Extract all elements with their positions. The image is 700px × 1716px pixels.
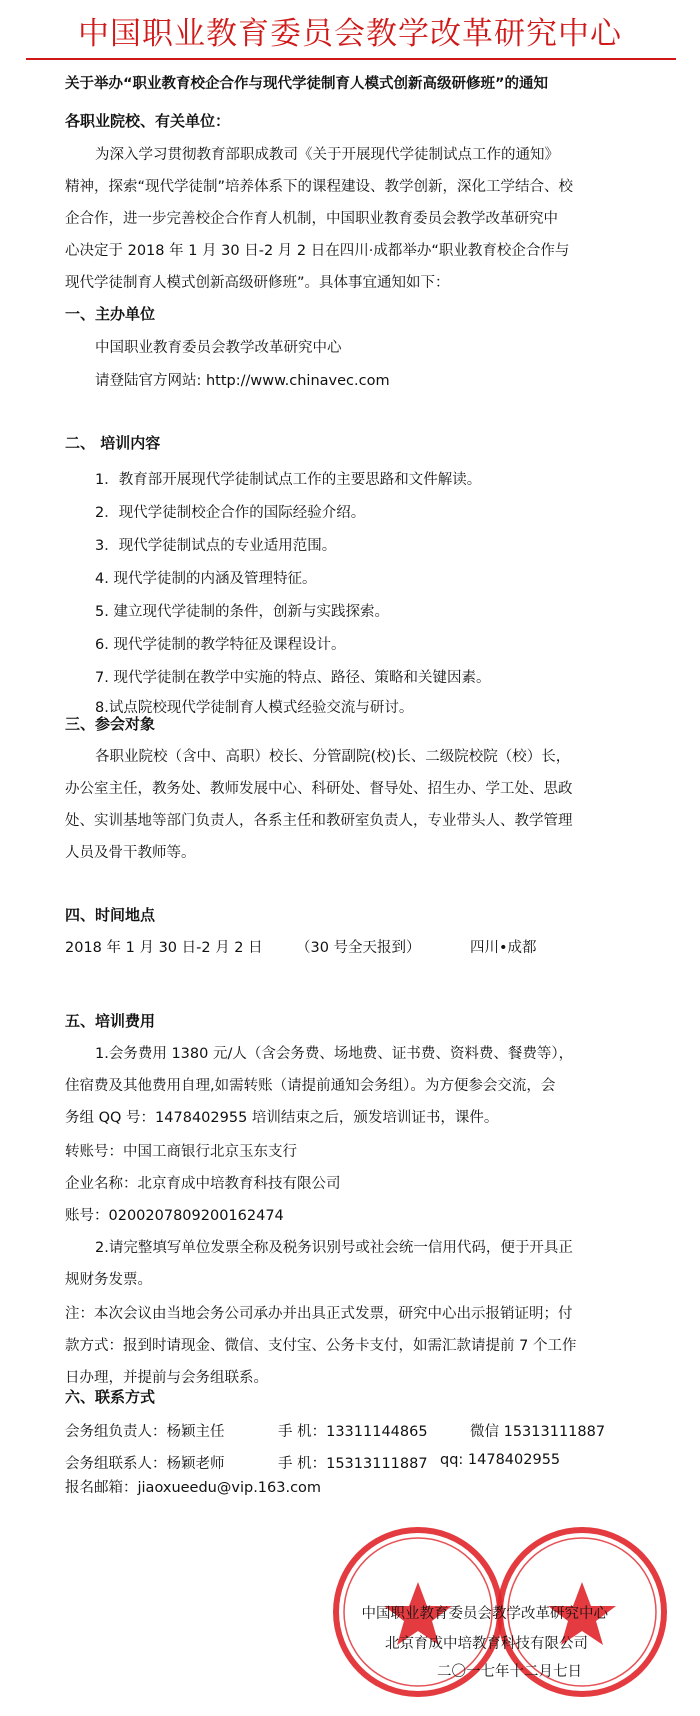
intro-line: 心决定于 2018 年 1 月 30 日-2 月 2 日在四川·成都举办“职业教育校企合作与 (65, 243, 570, 259)
fee-line: 1.会务费用 1380 元/人（含会务费、场地费、证书费、资料费、餐费等）， (95, 1046, 574, 1062)
event-place: 四川•成都 (470, 940, 537, 956)
signature-date: 二〇一七年十二月七日 (437, 1664, 582, 1680)
contact-email: 报名邮箱：jiaoxueedu@vip.163.com (65, 1480, 322, 1496)
section-line: 各职业院校（含中、高职）校长、分管副院(校)长、二级院校院（校）长， (95, 749, 571, 765)
note-line: 注：本次会议由当地会务公司承办并出具正式发票，研究中心出示报销证明；付 (65, 1306, 573, 1322)
section-line: 中国职业教育委员会教学改革研究中心 (95, 340, 342, 356)
intro-line: 精神，探索“现代学徒制”培养体系下的课程建设、教学创新，深化工学结合、校 (65, 179, 574, 195)
section-heading: 五、培训费用 (65, 1012, 156, 1030)
section-line: 请登陆官方网站: http://www.chinavec.com (95, 373, 390, 389)
list-item: 3．现代学徒制试点的专业适用范围。 (95, 538, 337, 554)
contact-phone: 手 机：13311144865 (278, 1424, 428, 1440)
fee-line: 务组 QQ 号：1478402955 培训结束之后，颁发培训证书，课件。 (65, 1110, 499, 1126)
list-item: 1．教育部开展现代学徒制试点工作的主要思路和文件解读。 (95, 472, 482, 488)
signature-org-1: 中国职业教育委员会教学改革研究中心 (361, 1606, 608, 1622)
contact-wechat: 微信 15313111887 (470, 1424, 606, 1440)
list-item: 8.试点院校现代学徒制育人模式经验交流与研讨。 (95, 700, 414, 716)
bank-name: 转账号：中国工商银行北京玉东支行 (65, 1144, 297, 1160)
company-name: 企业名称：北京育成中培教育科技有限公司 (65, 1176, 341, 1192)
section-line: 人员及骨干教师等。 (65, 845, 196, 861)
contact-qq: qq: 1478402955 (440, 1452, 561, 1468)
section-heading: 六、联系方式 (65, 1388, 156, 1406)
note-line: 日办理，并提前与会务组联系。 (65, 1370, 268, 1386)
list-item: 4. 现代学徒制的内涵及管理特征。 (95, 571, 317, 587)
header-divider (26, 58, 676, 60)
invoice-line: 2.请完整填写单位发票全称及税务识别号或社会统一信用代码，便于开具正 (95, 1240, 573, 1256)
section-heading: 四、时间地点 (65, 906, 156, 924)
list-item: 7. 现代学徒制在教学中实施的特点、路径、策略和关键因素。 (95, 670, 491, 686)
signature-org-2: 北京育成中培教育科技有限公司 (385, 1636, 588, 1652)
notice-title: 关于举办“职业教育校企合作与现代学徒制育人模式创新高级研修班”的通知 (65, 76, 549, 92)
salutation: 各职业院校、有关单位： (65, 112, 231, 130)
section-heading: 一、主办单位 (65, 305, 156, 323)
note-line: 款方式：报到时请现金、微信、支付宝、公务卡支付，如需汇款请提前 7 个工作 (65, 1338, 577, 1354)
list-item: 2．现代学徒制校企合作的国际经验介绍。 (95, 505, 366, 521)
invoice-line: 规财务发票。 (65, 1272, 152, 1288)
event-date: 2018 年 1 月 30 日-2 月 2 日 (65, 940, 263, 956)
intro-line: 企合作，进一步完善校企合作育人机制，中国职业教育委员会教学改革研究中 (65, 211, 558, 227)
org-header: 中国职业教育委员会教学改革研究中心 (78, 16, 622, 52)
section-line: 处、实训基地等部门负责人，各系主任和教研室负责人，专业带头人、教学管理 (65, 813, 573, 829)
section-line: 办公室主任，教务处、教师发展中心、科研处、督导处、招生办、学工处、思政 (65, 781, 573, 797)
section-heading: 二、 培训内容 (65, 434, 161, 452)
fee-line: 住宿费及其他费用自理,如需转账（请提前通知会务组）。为方便参会交流，会 (65, 1078, 556, 1094)
section-heading: 三、参会对象 (65, 715, 156, 733)
list-item: 5. 建立现代学徒制的条件，创新与实践探索。 (95, 604, 389, 620)
list-item: 6. 现代学徒制的教学特征及课程设计。 (95, 637, 346, 653)
checkin-note: （30 号全天报到） (296, 940, 421, 956)
contact-phone: 手 机：15313111887 (278, 1456, 428, 1472)
intro-line: 为深入学习贯彻教育部职成教司《关于开展现代学徒制试点工作的通知》 (95, 147, 559, 163)
contact-role: 会务组负责人：杨颖主任 (65, 1424, 225, 1440)
contact-role: 会务组联系人：杨颖老师 (65, 1456, 225, 1472)
account-number: 账号：0200207809200162474 (65, 1208, 284, 1224)
intro-line: 现代学徒制育人模式创新高级研修班”。具体事宜通知如下： (65, 275, 450, 291)
